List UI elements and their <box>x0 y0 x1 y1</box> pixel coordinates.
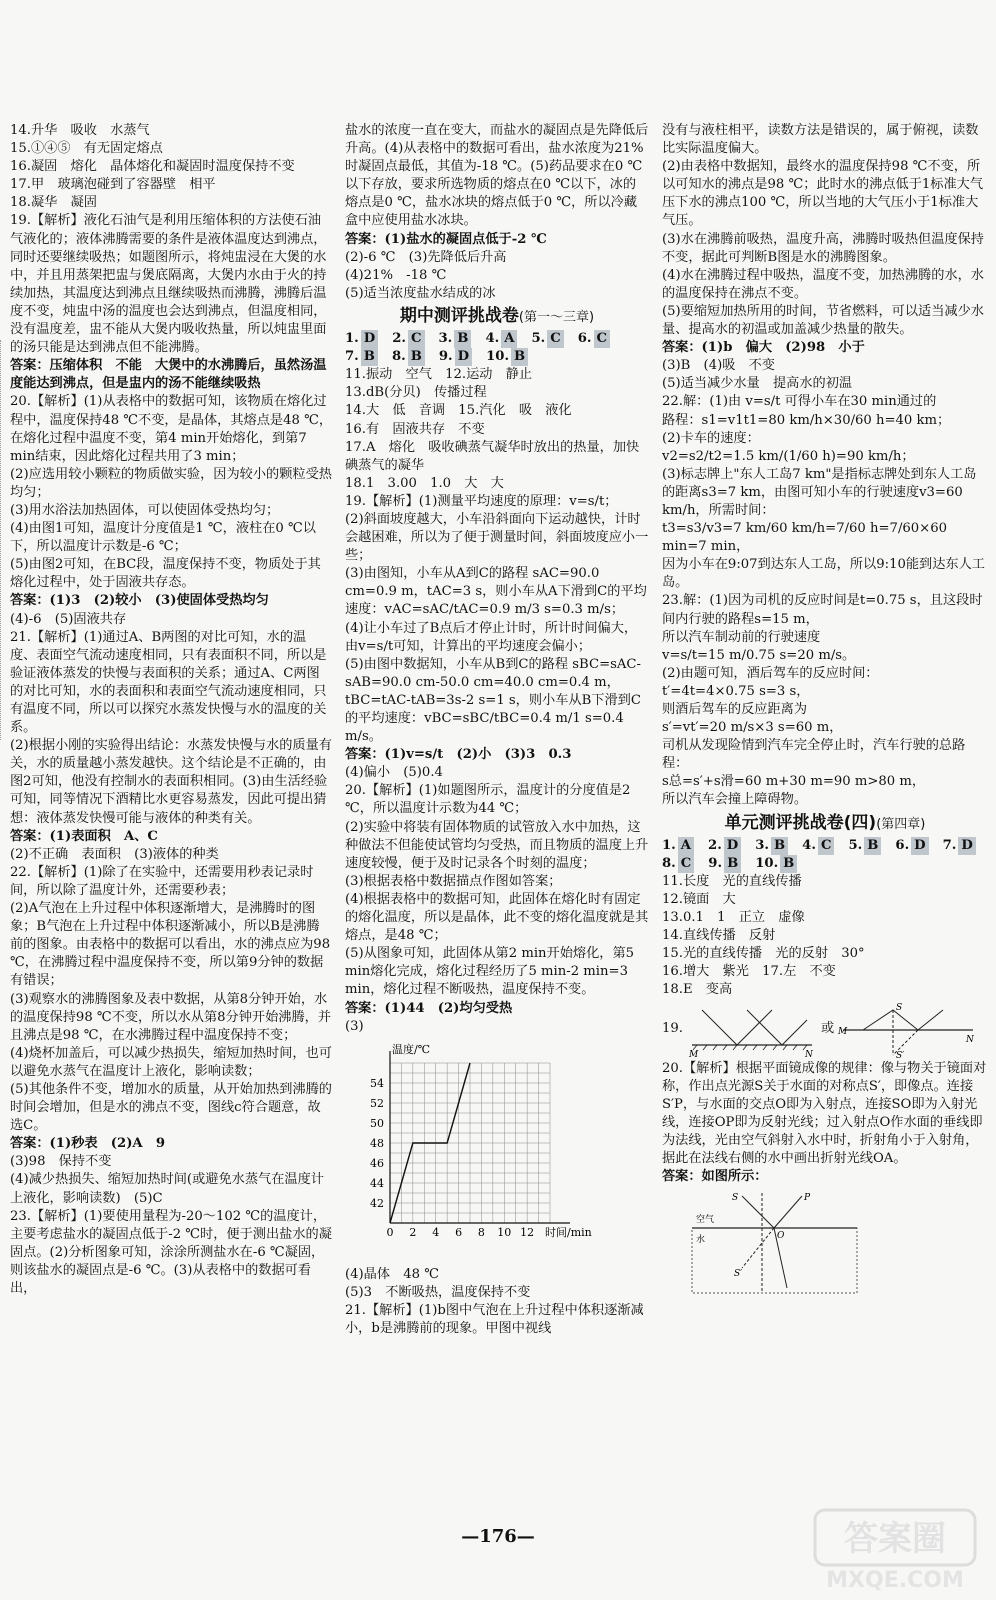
text-line: (5)由图中数据知，小车从B到C的路程 sBC=sAC-sAB=90.0 cm-50.0 cm=40.0 cm=0.4 m，tBC=tAC-tAB=3s-2 s=1 s，则小车从B下滑到C的平均速度：vBC=sBC/tBC=0.4 m/1 s=0.4 m/s。 <box>345 656 641 745</box>
text-line: (5)其他条件不变，增加水的质量，从开始加热到沸腾的时间会增加，但是水的沸点不变，图线c符合题意，故选C。 <box>10 1081 332 1134</box>
mc-number: 3. <box>755 837 770 853</box>
text-line: (4)水在沸腾过程中吸热，温度不变，加热沸腾的水，水的温度保持在沸点不变。 <box>662 267 984 301</box>
mc-letter: D <box>958 837 975 855</box>
fig-label-p: P <box>804 1193 811 1204</box>
text-line: 11.长度 光的直线传播 <box>662 873 802 889</box>
mc-letter: B <box>780 855 797 873</box>
text-line: (3)观察水的沸腾图象及表中数据，从第8分钟开始，水的温度保持98 ℃不变，所以水从第8分钟开始沸腾，并且沸点是98 ℃，在水沸腾过程中温度保持不变； <box>10 991 332 1043</box>
text-line: 14.直线传播 反射 <box>662 928 776 944</box>
text-line: (2)由题可知，酒后驾车的反应时间： <box>662 665 879 681</box>
mc-number: 10. <box>755 855 779 871</box>
y-tick-label: 48 <box>370 1136 384 1150</box>
label-n2: N <box>966 1034 975 1045</box>
col3-body-text <box>662 873 988 1000</box>
text-line: 17.甲 玻璃泡碰到了容器壁 相平 <box>10 177 216 193</box>
text-line: 答案：如图所示： <box>662 1169 768 1185</box>
text-line: 22.解：(1)由 v=s/t 可得小车在30 min通过的 <box>662 394 937 410</box>
text-line: (4)晶体 48 ℃ <box>345 1266 439 1282</box>
column-3 <box>662 122 988 1306</box>
binding-margin <box>0 340 6 740</box>
text-line: 12.镜面 大 <box>662 891 736 907</box>
mc-number: 8. <box>391 349 406 365</box>
y-tick-label: 54 <box>370 1076 384 1090</box>
text-line: 路程：s1=v1t1=80 km/h×30/60 h=40 km； <box>662 412 951 428</box>
mc-letter: B <box>864 837 881 855</box>
mc-number: 1. <box>662 837 676 853</box>
unit4-title <box>662 814 988 834</box>
q19-label: 19. <box>662 1021 683 1037</box>
text-line: 16.增大 紫光 17.左 不变 <box>662 964 836 980</box>
text-line: (5)要缩短加热所用的时间，节省燃料，可以适当减少水量、提高水的初温或加盖减少热量的散失。 <box>662 303 984 338</box>
mc-letter: B <box>361 348 378 366</box>
mc-answer <box>345 330 378 348</box>
text-line: 15.①④⑤ 有无固定熔点 <box>10 141 163 157</box>
mc-number: 2. <box>708 837 722 853</box>
mc-letter: B <box>454 330 471 348</box>
label-s-prime: S′ <box>896 1050 905 1060</box>
text-line: 20.【解析】根据平面镜成像的规律：像与物关于镜面对称，作出点光源S关于水面的对称点S′，即像点。连接S′P，与水面的交点O即为入射点，连接SO即为入射光线，连接OP即为反射光线；过入射点O作水面的垂线即为法线，光由空气斜射入水中时，折射角小于入射角，据此在法线右侧的水中画出折射光线OA。 <box>662 1060 987 1166</box>
label-n: N <box>804 1049 813 1060</box>
y-tick-label: 52 <box>370 1096 384 1110</box>
mc-letter: C <box>678 855 695 873</box>
x-tick-label: 0 <box>386 1225 394 1239</box>
fig-label-s-prime: S′ <box>734 1269 743 1280</box>
text-line: t3=s3/v3=7 km/60 km/h=7/60 h=7/60×60 min=7 min， <box>662 521 947 555</box>
column-1 <box>10 122 332 1298</box>
text-line: 答案：(1)v=s/t (2)小 (3)3 0.3 <box>345 747 572 763</box>
page-number: —176— <box>461 1526 535 1547</box>
text-line: (3)用水浴法加热固体，可以使固体受热均匀； <box>10 502 280 518</box>
unit4-multiple-choice <box>662 837 988 873</box>
midterm-subtitle: (第一～三章) <box>518 309 595 325</box>
mc-answer <box>662 837 694 855</box>
mc-letter: D <box>911 837 928 855</box>
text-line: 16.凝固 熔化 晶体熔化和凝固时温度保持不变 <box>10 159 295 175</box>
mc-answer <box>392 348 425 366</box>
text-line: 答案：(1)盐水的凝固点低于-2 ℃ <box>345 231 547 247</box>
mc-number: 7. <box>942 837 957 853</box>
text-line: (3)标志牌上"东人工岛7 km"是指标志牌处到东人工岛的距离s3=7 km，由图可知小车的行驶速度v3=60 km/h，所需时间： <box>662 466 977 518</box>
text-line: 没有与液柱相平，读数方法是错误的，属于俯视，读数比实际温度偏大。 <box>662 123 979 157</box>
mc-answer <box>485 330 517 348</box>
text-line: 13.dB(分贝) 传播过程 <box>345 385 487 401</box>
q19-or: 或 <box>820 1021 835 1037</box>
text-line: (5)适当减少水量 提高水的初温 <box>662 376 853 392</box>
text-line: 18.1 3.00 1.0 大 大 <box>345 475 504 491</box>
mc-letter: D <box>361 330 378 348</box>
text-line: 14.大 低 音调 15.汽化 吸 液化 <box>345 403 572 419</box>
column-2 <box>345 122 649 1338</box>
text-line: 23.解：(1)因为司机的反应时间是t=0.75 s，且这段时间内行驶的路程s=15 m， <box>662 593 983 627</box>
reflection-diagram-2 <box>838 1000 978 1060</box>
text-line: (3)B (4)吸 不变 <box>662 358 775 374</box>
q19-figures <box>662 1000 988 1060</box>
text-line: (4)21% -18 ℃ <box>345 267 447 283</box>
text-line: (2)-6 ℃ (3)先降低后升高 <box>345 249 507 265</box>
text-line: 15.光的直线传播 光的反射 30° <box>662 946 865 962</box>
y-tick-label: 50 <box>370 1116 384 1130</box>
text-line: 答案：(1)b 偏大 (2)98 小于 <box>662 340 865 356</box>
mc-letter: D <box>455 348 472 366</box>
mc-letter: B <box>408 348 425 366</box>
mc-answer <box>439 348 472 366</box>
text-line: (2)卡车的速度： <box>662 430 760 446</box>
text-line: 21.【解析】(1)b图中气泡在上升过程中体积逐渐减小，b是沸腾前的现象。甲图中视线 <box>345 1302 644 1337</box>
mc-letter: C <box>408 330 425 348</box>
midterm-multiple-choice <box>345 330 649 366</box>
text-line: (4)让小车过了B点后才停止计时，所计时间偏大，由v=s/t可知，计算出的平均速度会偏小； <box>345 620 638 654</box>
text-line: (2)实验中将装有固体物质的试管放入水中加热，这种做法不但能使试管均匀受热，而且物质的温度上升速度较慢，便于及时记录各个时刻的温度； <box>345 819 649 871</box>
mc-number: 4. <box>485 331 500 347</box>
text-line: 答案：压缩体积 不能 大煲中的水沸腾后，虽然汤温度能达到沸点，但是盅内的汤不能继续吸热 <box>10 358 327 392</box>
text-line: 23.【解析】(1)要使用量程为-20～102 ℃的温度计，主要考虑盐水的凝固点低于-2 ℃时，便于测出盐水的凝固点。(2)分析图象可知，涂涂所测盐水在-6 ℃凝固，则该盐水的凝固点是-6 ℃。(3)从表格中的数据可看出， <box>10 1208 332 1296</box>
text-line: 20.【解析】(1)从表格中的数据可知，该物质在熔化过程中，温度保持48 ℃不变，是晶体，其熔点是48 ℃，在熔化过程中温度不变，第4 min开始熔化，到第7 min结束，因此熔化过程共用了3 min； <box>10 394 333 464</box>
reflection-diagram-1 <box>687 1000 817 1060</box>
temperature-chart <box>345 1038 595 1258</box>
mc-number: 5. <box>531 331 546 347</box>
mc-answer <box>578 330 610 348</box>
text-line: v=s/t=15 m/0.75 s=20 m/s。 <box>662 647 856 663</box>
text-line: 答案：(1)表面积 A、C <box>10 828 158 844</box>
mc-number: 3. <box>438 331 453 347</box>
text-line: 22.【解析】(1)除了在实验中，还需要用秒表记录时间，所以除了温度计外，还需要秒表； <box>10 864 314 898</box>
text-line: (5)从图象可知，此固体从第2 min开始熔化，第5 min熔化完成，熔化过程经历了5 min-2 min=3 min，熔化过程不断吸热，温度保持不变。 <box>345 946 635 998</box>
mc-number: 4. <box>802 837 816 853</box>
mc-letter: D <box>724 837 741 855</box>
mc-number: 6. <box>577 331 592 347</box>
mc-letter: C <box>547 330 564 348</box>
y-tick-label: 44 <box>370 1176 384 1190</box>
label-m: M <box>688 1049 699 1060</box>
text-line: v2=s2/t2=1.5 km/(1/60 h)=90 km/h； <box>662 448 915 464</box>
mc-answer <box>802 837 834 855</box>
mc-number: 10. <box>486 349 510 365</box>
fig-label-o: O <box>777 1231 785 1242</box>
text-line: 因为小车在9:07到达东人工岛，所以9:10能到达东人工岛。 <box>662 557 985 591</box>
text-line: 则酒后驾车的反应距离为 <box>662 702 808 717</box>
mc-answer <box>486 348 528 366</box>
text-line: (2)不正确 表面积 (3)液体的种类 <box>10 846 219 862</box>
text-line: (4)减少热损失、缩短加热时间(或避免水蒸气在温度计上液化，影响读数) (5)C <box>10 1172 324 1206</box>
midterm-title <box>345 307 649 327</box>
text-line: (3)根据表格中数据描点作图如答案； <box>345 873 562 889</box>
unit4-subtitle: (第四章) <box>876 816 926 832</box>
mc-letter: C <box>594 330 611 348</box>
refraction-diagram <box>682 1188 862 1298</box>
mc-letter: A <box>501 330 517 348</box>
text-line: 19.【解析】液化石油气是利用压缩体积的方法使石油气液化的；液体沸腾需要的条件是液体温度达到沸点，同时还要继续吸热；如题图所示，将炖盅浸在大煲的水中，并且用蒸架把盅与煲底隔离，大煲内水由于火的持续加热，其温度达到沸点且继续吸热而沸腾，沸腾后温度不变，炖盅中汤的温度也会达到沸点，但温度相同，没有温度差，盅不能从大煲内吸收热量，所以炖盅里面的汤只能是达到沸点但不能沸腾。 <box>10 213 327 356</box>
x-tick-label: 12 <box>520 1225 535 1239</box>
text-line: s′=vt′=20 m/s×3 s=60 m， <box>662 720 843 736</box>
text-line: 18.E 变高 <box>662 982 733 998</box>
fig-label-s: S <box>732 1193 739 1204</box>
unit4-title-text: 单元测评挑战卷(四) <box>724 812 877 833</box>
text-line: 18.凝华 凝固 <box>10 195 97 211</box>
mc-letter: A <box>678 837 694 855</box>
mc-answer <box>895 837 928 855</box>
text-line: (4)-6 (5)固液共存 <box>10 611 127 627</box>
text-line: s总=s′+s滑=60 m+30 m=90 m>80 m， <box>662 774 926 790</box>
x-tick-label: 6 <box>455 1225 463 1239</box>
x-axis-label: 时间/min <box>545 1225 592 1239</box>
text-line: (4)根据表格中的数据可知，此固体在熔化时有固定的熔化温度，所以是晶体，此不变的熔化温度就是其熔点，是48 ℃； <box>345 891 649 944</box>
midterm-title-text: 期中测评挑战卷 <box>399 305 519 326</box>
label-m2: M <box>838 1026 848 1037</box>
fig-label-water: 水 <box>696 1235 706 1246</box>
mc-letter: B <box>511 348 528 366</box>
text-line: (2)根据小刚的实验得出结论：水蒸发快慢与水的质量有关，水的质量越小蒸发越快。这个结论是不正确的，由图2可知，他没有控制水的表面积相同。(3)由生活经验可知，同等情况下酒精比水更容易蒸发，因此可提出猜想：液体蒸发快慢可能与液体的种类有关。 <box>10 738 332 826</box>
text-line: 13.0.1 1 正立 虚像 <box>662 910 805 926</box>
y-tick-label: 42 <box>370 1196 384 1210</box>
text-line: 答案：(1)44 (2)均匀受热 <box>345 1000 513 1016</box>
text-line: (3)由图知，小车从A到C的路程 sAC=90.0 cm=0.9 m，tAC=3 s，则小车从A下滑到C的平均速度：vAC=sAC/tAC=0.9 m/3 s=0.3 m/s； <box>345 566 647 618</box>
x-tick-label: 4 <box>432 1225 440 1239</box>
text-line: 16.有 固液共存 不变 <box>345 421 485 437</box>
text-line: 11.振动 空气 12.运动 静止 <box>345 367 533 383</box>
text-line: t′=4t=4×0.75 s=3 s， <box>662 683 810 699</box>
text-line: 答案：(1)3 (2)较小 (3)使固体受热均匀 <box>10 593 269 609</box>
mc-answer <box>439 330 472 348</box>
text-line: (5)由图2可知，在BC段，温度保持不变，物质处于其熔化过程中，处于固液共存态。 <box>10 557 321 591</box>
text-line: (3)98 保持不变 <box>10 1154 112 1170</box>
x-tick-label: 10 <box>497 1225 512 1239</box>
text-line: (5)3 不断吸热，温度保持不变 <box>345 1284 531 1300</box>
mc-answer <box>708 837 741 855</box>
text-line: (3)水在沸腾前吸热，温度升高，沸腾时吸热但温度保持不变，据此可判断B图是水的沸腾图象。 <box>662 231 984 265</box>
text-line: 19.【解析】(1)测量平均速度的原理：v=s/t； <box>345 493 618 509</box>
text-line: (2)A气泡在上升过程中体积逐渐增大，是沸腾时的图象；B气泡在上升过程中体积逐渐减小，所以B是沸腾前的图象。由表格中的数据可以看出，水的沸点应为98 ℃，在沸腾过程中温度保持不变，所以第9分钟的数据有错误； <box>10 901 331 989</box>
col3-bottom-text <box>662 1060 988 1187</box>
mc-number: 2. <box>392 331 406 347</box>
col2-top-text <box>345 122 649 303</box>
text-line: 盐水的浓度一直在变大，而盐水的凝固点是先降低后升高。(4)从表格中的数据可看出，盐水浓度为21%时凝固点最低，其值为-18 ℃。(5)药品要求在0 ℃以下存放，要求所选物质的熔点在0 ℃以下，冰的熔点是0 ℃，盐水冰块的熔点低于0 ℃，所以冷藏盒中应使用盐水冰块。 <box>345 123 649 229</box>
mc-answer <box>392 330 424 348</box>
text-line: 14.升华 吸收 水蒸气 <box>10 123 150 138</box>
watermark-url: MXQE.COM <box>826 1568 964 1593</box>
watermark-logo <box>810 1505 980 1595</box>
watermark-text: 答案圈 <box>844 1519 946 1559</box>
text-line: 20.【解析】(1)如题图所示，温度计的分度值是2 ℃，所以温度计示数为44 ℃； <box>345 783 631 817</box>
text-line: (2)应选用较小颗粒的物质做实验，因为较小的颗粒受热均匀； <box>10 466 332 500</box>
text-line: (5)适当浓度盐水结成的冰 <box>345 285 496 301</box>
text-line: (4)由图1可知，温度计分度值是1 ℃，液柱在0 ℃以下，所以温度计示数是-6 ℃； <box>10 521 316 555</box>
mc-answer <box>662 855 694 873</box>
text-line: (2)由表格中数据知，最终水的温度保持98 ℃不变，所以可知水的沸点是98 ℃；此时水的沸点低于1标准大气压下水的沸点100 ℃，所以当地的大气压小于1标准大气压。 <box>662 159 984 229</box>
text-line: 17.A 熔化 吸收碘蒸气凝华时放出的热量，加快碘蒸气的凝华 <box>345 439 640 473</box>
mc-answer <box>755 855 797 873</box>
text-line: (4)偏小 (5)0.4 <box>345 765 443 781</box>
mc-number: 9. <box>438 349 453 365</box>
mc-answer <box>708 855 741 873</box>
text-line: (3) <box>345 1018 364 1034</box>
text-line: 答案：(1)秒表 (2)A 9 <box>10 1136 166 1152</box>
fig-label-air: 空气 <box>696 1215 715 1226</box>
mc-number: 8. <box>662 855 676 871</box>
mc-letter: B <box>771 837 788 855</box>
col2-bottom-text <box>345 1266 649 1338</box>
mc-answer <box>531 330 563 348</box>
mc-letter: B <box>724 855 741 873</box>
mc-number: 7. <box>345 349 359 365</box>
mc-number: 6. <box>895 837 910 853</box>
mc-answer <box>755 837 788 855</box>
mc-number: 9. <box>708 855 723 871</box>
mc-letter: C <box>818 837 835 855</box>
text-line: 所以汽车制动前的行驶速度 <box>662 629 821 645</box>
y-axis-label: 温度/℃ <box>392 1042 431 1056</box>
mc-answer <box>943 837 976 855</box>
col2-body-text <box>345 366 649 1035</box>
mc-answer <box>848 837 881 855</box>
text-line: (2)斜面坡度越大，小车沿斜面向下运动越快，计时会越困难，所以为了便于测量时间，斜面坡度应小一些； <box>345 511 649 564</box>
mc-answer <box>345 348 378 366</box>
text-line: (4)烧杯加盖后，可以减少热损失，缩短加热时间，也可以避免水蒸气在温度计上液化，影响读数； <box>10 1045 332 1079</box>
mc-number: 1. <box>345 331 359 347</box>
text-line: 司机从发现险情到汽车完全停止时，汽车行驶的总路程： <box>662 738 966 772</box>
y-tick-label: 46 <box>370 1156 384 1170</box>
x-tick-label: 8 <box>477 1225 485 1239</box>
col3-top-text <box>662 122 988 810</box>
x-tick-label: 2 <box>409 1225 417 1239</box>
text-line: 所以汽车会撞上障碍物。 <box>662 792 808 808</box>
text-line: 21.【解析】(1)通过A、B两图的对比可知，水的温度、表面空气流动速度相同，只有表面积不同，所以是验证液体蒸发的快慢与表面积的关系；通过A、C两图的对比可知，水的表面积和表面空气流动速度相同，只有温度不同，所以可以探究水蒸发快慢与水的温度的关系。 <box>10 629 327 736</box>
mc-number: 5. <box>848 837 863 853</box>
label-s: S <box>896 1002 903 1013</box>
